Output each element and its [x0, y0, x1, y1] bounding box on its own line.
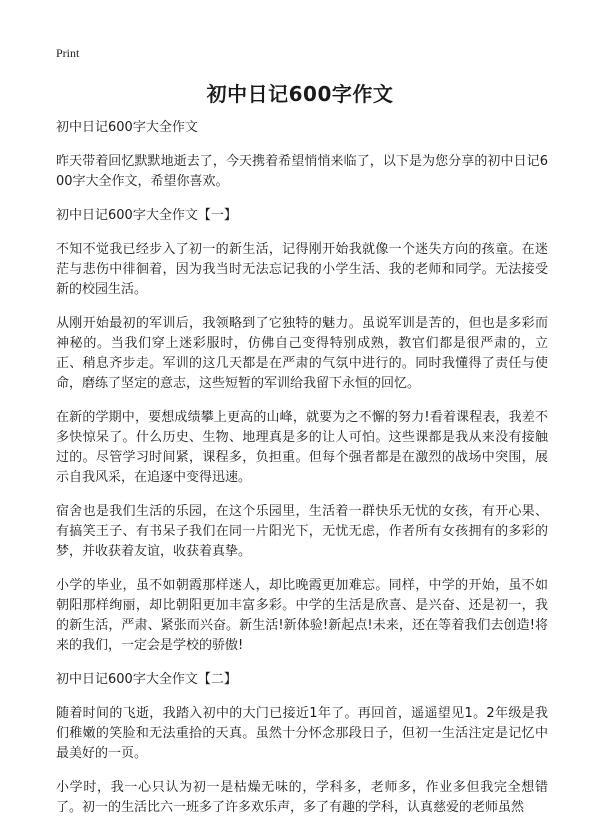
section-1-paragraph: 在新的学期中，要想成绩攀上更高的山峰，就要为之不懈的努力!看着课程表，我差不多快惊呆了。什么历史、生物、地理真是多的让人可怕。这些课都是我从来没有接触过的。尽管学习时间紧，课程多，负担重。但每个强者都是在激烈的战场中突围，展示自我风采，在追逐中变得迅速。	[56, 410, 548, 485]
section-1-paragraph: 不知不觉我已经步入了初一的新生活，记得刚开始我就像一个迷失方向的孩童。在迷茫与悲伤中徘徊着，因为我当时无法忘记我的小学生活、我的老师和同学。无法接受新的校园生活。	[56, 242, 548, 297]
section-2-paragraph: 随着时间的飞逝，我踏入初中的大门已接近1年了。再回首，遥遥望见1。2年级是我们稚嫩的笑脸和无法重拾的天真。虽然十分怀念那段日子，但初一生活注定是记忆中最美好的一页。	[56, 706, 548, 761]
section-1-heading: 初中日记600字大全作文【一】	[56, 208, 237, 223]
intro-heading: 初中日记600字大全作文	[56, 120, 198, 135]
section-1-paragraph: 小学的毕业，虽不如朝霞那样迷人，却比晚霞更加难忘。同样，中学的开始，虽不如朝阳那样绚丽，却比朝阳更加丰富多彩。中学的生活是欣喜、是兴奋、还是初一，我的新生活，严肃、紧张而兴奋。新生活!新体验!新起点!未来，还在等着我们去创造!将来的我们，一定会是学校的骄傲!	[56, 578, 548, 653]
section-1-paragraph: 宿舍也是我们生活的乐园，在这个乐园里，生活着一群快乐无忧的女孩，有开心果、有搞笑王子、有书呆子我们在同一片阳光下，无忧无虑，作者所有女孩拥有的多彩的梦，并收获着友谊，收获着真挚。	[56, 504, 548, 559]
section-2-paragraph: 小学时，我一心只认为初一是枯燥无味的，学科多，老师多，作业多但我完全想错了。初一的生活比六一班多了许多欢乐声，多了有趣的学科，认真慈爱的老师虽然	[56, 780, 548, 815]
print-link[interactable]: Print	[56, 46, 80, 60]
document-title: 初中日记600字作文	[206, 82, 394, 106]
intro-paragraph: 昨天带着回忆默默地逝去了，今天携着希望悄悄来临了，以下是为您分享的初中日记600字大全作文，希望你喜欢。	[56, 154, 548, 189]
section-2-heading: 初中日记600字大全作文【二】	[56, 672, 237, 687]
article-body	[56, 118, 548, 832]
section-1-paragraph: 从刚开始最初的军训后，我领略到了它独特的魅力。虽说军训是苦的，但也是多彩而神秘的。当我们穿上迷彩服时，仿佛自己变得特别成熟，教官们都是很严肃的，立正、稍息齐步走。军训的这几天都是在严肃的气氛中进行的。同时我懂得了责任与使命，磨练了坚定的意志，这些短暂的军训给我留下永恒的回忆。	[56, 316, 548, 391]
